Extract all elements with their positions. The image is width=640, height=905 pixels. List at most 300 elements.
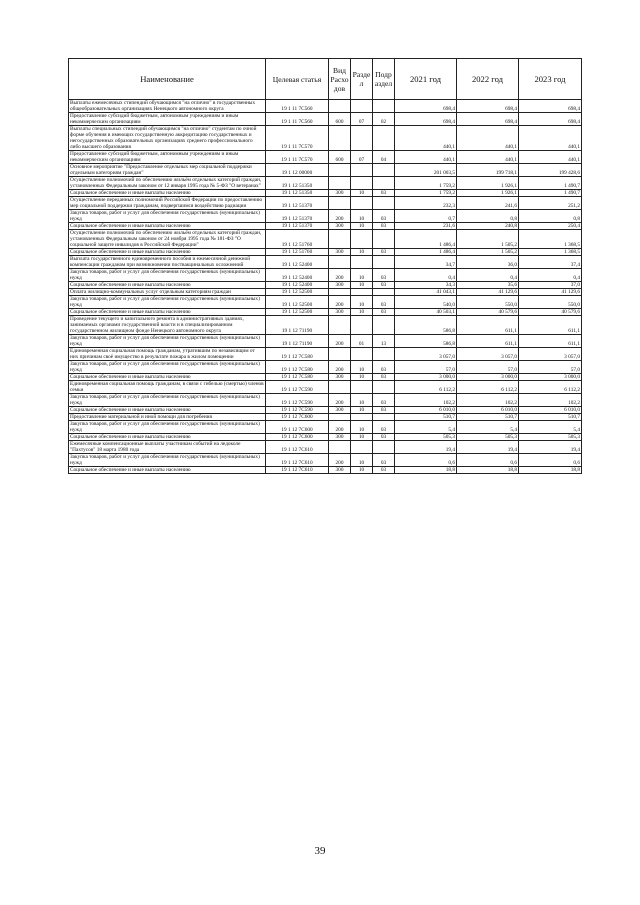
row-value-2022: 57,0 <box>457 361 519 374</box>
row-section: 07 <box>351 151 373 164</box>
row-name: Социальное обеспечение и иные выплаты населению <box>69 467 266 474</box>
row-section <box>351 381 373 394</box>
row-value-2023: 611,1 <box>519 316 582 335</box>
row-section <box>351 164 373 177</box>
row-value-2023: 6 010,0 <box>519 407 582 414</box>
row-value-2023: 0,6 <box>519 454 582 467</box>
row-name: Закупка товаров, работ и услуг для обеспечения государственных (муниципальных) нужд <box>69 210 266 223</box>
table-row <box>69 414 582 421</box>
row-value-2021: 201 003,5 <box>395 164 457 177</box>
row-name: Социальное обеспечение и иные выплаты населению <box>69 407 266 414</box>
row-section: 10 <box>351 454 373 467</box>
row-expense-type: 600 <box>329 151 351 164</box>
row-value-2023: 250,4 <box>519 223 582 230</box>
header-2022: 2022 год <box>457 59 519 100</box>
row-value-2021: 19,4 <box>395 441 457 454</box>
row-section: 10 <box>351 434 373 441</box>
row-expense-type <box>329 100 351 113</box>
table-row <box>69 210 582 223</box>
row-name: Проведение текущего и капитального ремонта в административных зданиях, занимаемых органами государственной власти и в специализированном государственном жилищном фонде Ненецкого автономного округа <box>69 316 266 335</box>
row-value-2021: 0,7 <box>395 210 457 223</box>
row-value-2023: 102,2 <box>519 394 582 407</box>
row-value-2023: 0,8 <box>519 210 582 223</box>
row-value-2023: 1 490,7 <box>519 190 582 197</box>
row-name: Предоставление материальной и иной помощи для погребения <box>69 414 266 421</box>
row-value-2022: 199 718,1 <box>457 164 519 177</box>
row-value-2021: 1 486,4 <box>395 230 457 249</box>
row-value-2023: 251,2 <box>519 197 582 210</box>
row-value-2021: 0,6 <box>395 454 457 467</box>
row-expense-type <box>329 126 351 151</box>
row-value-2021: 6 010,0 <box>395 407 457 414</box>
row-subsection: 03 <box>373 361 395 374</box>
row-value-2021: 41 043,1 <box>395 289 457 296</box>
row-value-2022: 440,1 <box>457 151 519 164</box>
row-target-article: 19 1 12 7С580 <box>266 348 329 361</box>
table-header-row <box>69 59 582 100</box>
row-section: 10 <box>351 282 373 289</box>
row-value-2021: 510,7 <box>395 414 457 421</box>
row-target-article: 19 1 12 7С580 <box>266 374 329 381</box>
row-value-2022: 6 010,0 <box>457 407 519 414</box>
row-value-2023: 550,0 <box>519 296 582 309</box>
row-value-2023: 19,4 <box>519 441 582 454</box>
table-row <box>69 361 582 374</box>
row-target-article: 19 1 12 7С610 <box>266 467 329 474</box>
row-value-2022: 611,1 <box>457 335 519 348</box>
row-target-article: 19 1 12 51350 <box>266 190 329 197</box>
row-value-2021: 0,4 <box>395 269 457 282</box>
row-name: Закупка товаров, работ и услуг для обеспечения государственных (муниципальных) нужд <box>69 361 266 374</box>
row-name: Социальное обеспечение и иные выплаты населению <box>69 434 266 441</box>
row-expense-type: 200 <box>329 335 351 348</box>
row-value-2023: 698,4 <box>519 100 582 113</box>
row-value-2023: 199 428,6 <box>519 164 582 177</box>
row-value-2023: 440,1 <box>519 126 582 151</box>
row-section: 10 <box>351 407 373 414</box>
row-section: 10 <box>351 249 373 256</box>
row-value-2021: 540,0 <box>395 296 457 309</box>
row-target-article: 19 1 12 51370 <box>266 197 329 210</box>
table-row <box>69 394 582 407</box>
row-name: Социальное обеспечение и иные выплаты населению <box>69 223 266 230</box>
row-value-2021: 6 112,2 <box>395 381 457 394</box>
row-value-2021: 698,4 <box>395 113 457 126</box>
row-name: Социальное обеспечение и иные выплаты населению <box>69 374 266 381</box>
header-subsection: Подр аздел <box>373 59 395 100</box>
row-target-article: 19 1 12 51760 <box>266 249 329 256</box>
row-value-2023: 41 129,6 <box>519 289 582 296</box>
row-value-2023: 510,7 <box>519 414 582 421</box>
row-subsection: 03 <box>373 309 395 316</box>
row-section <box>351 414 373 421</box>
row-section: 10 <box>351 361 373 374</box>
header-section: Разде л <box>351 59 373 100</box>
table-row <box>69 197 582 210</box>
table-row <box>69 126 582 151</box>
row-section <box>351 441 373 454</box>
row-subsection <box>373 197 395 210</box>
row-target-article: 19 1 12 7С610 <box>266 441 329 454</box>
row-expense-type: 200 <box>329 269 351 282</box>
row-target-article: 19 1 12 52500 <box>266 289 329 296</box>
row-value-2022: 6 112,2 <box>457 381 519 394</box>
header-expense: Вид Расхо дов <box>329 59 351 100</box>
row-name: Закупка товаров, работ и услуг для обеспечения государственных (муниципальных) нужд <box>69 296 266 309</box>
row-value-2022: 102,2 <box>457 394 519 407</box>
row-subsection <box>373 164 395 177</box>
row-subsection <box>373 381 395 394</box>
row-expense-type <box>329 197 351 210</box>
row-value-2022: 240,8 <box>457 223 519 230</box>
row-subsection <box>373 177 395 190</box>
row-value-2023: 505,3 <box>519 434 582 441</box>
table-row <box>69 381 582 394</box>
row-target-article: 19 1 12 51350 <box>266 177 329 190</box>
row-section: 01 <box>351 335 373 348</box>
table-row <box>69 309 582 316</box>
row-value-2022: 1 926,1 <box>457 177 519 190</box>
row-value-2023: 0,4 <box>519 269 582 282</box>
row-value-2022: 550,0 <box>457 296 519 309</box>
row-section <box>351 348 373 361</box>
row-value-2023: 440,1 <box>519 151 582 164</box>
row-expense-type <box>329 348 351 361</box>
row-subsection: 03 <box>373 421 395 434</box>
row-expense-type: 200 <box>329 361 351 374</box>
table-row <box>69 454 582 467</box>
row-value-2022: 18,8 <box>457 467 519 474</box>
row-value-2023: 5,4 <box>519 421 582 434</box>
row-section: 10 <box>351 210 373 223</box>
table-row <box>69 348 582 361</box>
row-value-2022: 1 926,1 <box>457 190 519 197</box>
row-value-2022: 510,7 <box>457 414 519 421</box>
row-name: Закупка товаров, работ и услуг для обеспечения государственных (муниципальных) нужд <box>69 421 266 434</box>
row-name: Основное мероприятие "Предоставление отдельных мер социальной поддержки отдельным категориям граждан" <box>69 164 266 177</box>
row-expense-type: 200 <box>329 421 351 434</box>
row-section: 10 <box>351 223 373 230</box>
row-value-2022: 40 579,6 <box>457 309 519 316</box>
row-section: 10 <box>351 421 373 434</box>
row-section: 10 <box>351 296 373 309</box>
table-row <box>69 100 582 113</box>
row-value-2021: 18,8 <box>395 467 457 474</box>
table-row <box>69 223 582 230</box>
row-expense-type <box>329 316 351 335</box>
row-target-article: 19 1 12 7С600 <box>266 414 329 421</box>
row-name: Закупка товаров, работ и услуг для обеспечения государственных (муниципальных) нужд <box>69 335 266 348</box>
row-name: Выплата государственного единовременного пособия и ежемесячной денежной компенсации гражданам при возникновении поствакцинальных осложнений <box>69 256 266 269</box>
row-target-article: 19 1 12 51370 <box>266 223 329 230</box>
row-target-article: 19 1 12 52400 <box>266 256 329 269</box>
row-expense-type: 300 <box>329 190 351 197</box>
row-expense-type: 200 <box>329 454 351 467</box>
table-row <box>69 407 582 414</box>
row-target-article: 19 1 12 7С580 <box>266 361 329 374</box>
row-section <box>351 100 373 113</box>
row-subsection: 03 <box>373 434 395 441</box>
row-expense-type <box>329 289 351 296</box>
header-target: Целевая статья <box>266 59 329 100</box>
row-section <box>351 230 373 249</box>
table-row <box>69 177 582 190</box>
row-value-2021: 1 759,2 <box>395 190 457 197</box>
row-section <box>351 197 373 210</box>
row-value-2022: 611,1 <box>457 316 519 335</box>
row-value-2023: 1 490,7 <box>519 177 582 190</box>
row-target-article: 19 1 11 7С570 <box>266 151 329 164</box>
table-row <box>69 282 582 289</box>
page-number: 39 <box>314 845 326 857</box>
row-target-article: 19 1 12 52400 <box>266 282 329 289</box>
row-value-2023: 37,4 <box>519 256 582 269</box>
row-subsection: 03 <box>373 210 395 223</box>
row-name: Закупка товаров, работ и услуг для обеспечения государственных (муниципальных) нужд <box>69 269 266 282</box>
table-row <box>69 316 582 335</box>
row-name: Закупка товаров, работ и услуг для обеспечения государственных (муниципальных) нужд <box>69 394 266 407</box>
row-name: Ежемесячные компенсационные выплаты участникам событий на ледоколе "Пахтусов" 18 марта 1980 года <box>69 441 266 454</box>
table-row <box>69 441 582 454</box>
row-subsection: 03 <box>373 190 395 197</box>
row-target-article: 19 1 12 52500 <box>266 296 329 309</box>
table-row <box>69 230 582 249</box>
table-row <box>69 296 582 309</box>
row-subsection: 03 <box>373 269 395 282</box>
row-name: Закупка товаров, работ и услуг для обеспечения государственных (муниципальных) нужд <box>69 454 266 467</box>
row-value-2023: 1 368,5 <box>519 249 582 256</box>
row-value-2023: 611,1 <box>519 335 582 348</box>
row-subsection <box>373 126 395 151</box>
row-target-article: 19 1 12 52400 <box>266 269 329 282</box>
row-subsection <box>373 256 395 269</box>
row-expense-type <box>329 414 351 421</box>
row-expense-type <box>329 256 351 269</box>
row-name: Социальное обеспечение и иные выплаты населению <box>69 282 266 289</box>
row-value-2022: 3 000,0 <box>457 374 519 381</box>
table-row <box>69 190 582 197</box>
row-target-article: 19 1 12 7С590 <box>266 394 329 407</box>
row-target-article: 19 1 12 52500 <box>266 309 329 316</box>
row-subsection: 03 <box>373 394 395 407</box>
row-expense-type: 300 <box>329 374 351 381</box>
row-value-2021: 231,6 <box>395 223 457 230</box>
row-value-2021: 57,0 <box>395 361 457 374</box>
table-row <box>69 335 582 348</box>
row-expense-type <box>329 381 351 394</box>
row-subsection <box>373 230 395 249</box>
row-target-article: 19 1 11 7С570 <box>266 126 329 151</box>
header-name: Наименование <box>69 59 266 100</box>
row-section <box>351 289 373 296</box>
row-subsection <box>373 441 395 454</box>
row-expense-type: 300 <box>329 282 351 289</box>
budget-table <box>68 58 582 474</box>
row-subsection: 13 <box>373 335 395 348</box>
row-section: 10 <box>351 190 373 197</box>
row-target-article: 19 1 12 7С600 <box>266 434 329 441</box>
row-name: Единовременная социальная помощь гражданам, в связи с гибелью (смертью) членов семьи <box>70 381 264 393</box>
table-row <box>69 113 582 126</box>
row-section <box>351 316 373 335</box>
row-value-2022: 41 129,6 <box>457 289 519 296</box>
row-target-article: 19 1 12 7С590 <box>266 381 329 394</box>
row-expense-type: 200 <box>329 394 351 407</box>
row-subsection <box>373 100 395 113</box>
row-expense-type: 300 <box>329 309 351 316</box>
table-row <box>69 249 582 256</box>
row-value-2022: 19,4 <box>457 441 519 454</box>
row-section: 10 <box>351 269 373 282</box>
row-subsection: 03 <box>373 249 395 256</box>
row-subsection: 02 <box>373 113 395 126</box>
row-value-2023: 57,0 <box>519 361 582 374</box>
row-subsection: 04 <box>373 151 395 164</box>
row-expense-type: 300 <box>329 249 351 256</box>
row-value-2021: 440,1 <box>395 151 457 164</box>
row-value-2021: 1 759,2 <box>395 177 457 190</box>
row-subsection <box>373 316 395 335</box>
row-subsection <box>373 289 395 296</box>
row-value-2022: 0,6 <box>457 454 519 467</box>
row-expense-type <box>329 177 351 190</box>
row-value-2021: 586,8 <box>395 335 457 348</box>
row-value-2023: 18,8 <box>519 467 582 474</box>
row-value-2022: 3 057,0 <box>457 348 519 361</box>
row-subsection <box>373 348 395 361</box>
row-value-2021: 34,7 <box>395 256 457 269</box>
row-value-2023: 698,4 <box>519 113 582 126</box>
row-value-2022: 698,4 <box>457 100 519 113</box>
header-2023: 2023 год <box>519 59 582 100</box>
row-name: Осуществление переданных полномочий Российской Федерации по предоставлению мер социальной поддержки гражданам, подвергшимся воздействию радиации <box>69 197 266 210</box>
row-name: Выплаты ежемесячных стипендий обучающимся "на отлично" в государственных общеобразовательных организациях Ненецкого автономного округа <box>69 100 266 113</box>
row-value-2022: 35,6 <box>457 282 519 289</box>
row-value-2022: 505,3 <box>457 434 519 441</box>
row-value-2021: 440,1 <box>395 126 457 151</box>
row-target-article: 19 1 12 71190 <box>266 335 329 348</box>
row-name: Единовременная социальная помощь гражданам, утратившим по независящим от них причинам своё имущество в результате пожара в жилом помещении <box>69 348 266 361</box>
row-expense-type: 300 <box>329 223 351 230</box>
row-value-2022: 440,1 <box>457 126 519 151</box>
row-value-2022: 1 505,2 <box>457 230 519 249</box>
row-section <box>351 126 373 151</box>
row-expense-type: 200 <box>329 296 351 309</box>
row-subsection <box>373 414 395 421</box>
table-row <box>69 256 582 269</box>
row-expense-type <box>329 230 351 249</box>
row-value-2022: 36,0 <box>457 256 519 269</box>
row-value-2023: 3 057,0 <box>519 348 582 361</box>
table-row <box>69 289 582 296</box>
row-target-article: 19 1 12 00000 <box>266 164 329 177</box>
row-section: 10 <box>351 394 373 407</box>
row-target-article: 19 1 11 7С560 <box>266 113 329 126</box>
row-value-2023: 3 000,0 <box>519 374 582 381</box>
row-value-2022: 0,8 <box>457 210 519 223</box>
row-expense-type <box>329 164 351 177</box>
row-subsection: 03 <box>373 282 395 289</box>
row-value-2021: 232,3 <box>395 197 457 210</box>
table-row <box>69 164 582 177</box>
row-name: Социальное обеспечение и иные выплаты населению <box>69 309 266 316</box>
row-value-2021: 5,4 <box>395 421 457 434</box>
row-name: Социальное обеспечение и иные выплаты населению <box>69 249 266 256</box>
row-value-2022: 0,4 <box>457 269 519 282</box>
table-row <box>69 434 582 441</box>
row-value-2021: 586,8 <box>395 316 457 335</box>
row-value-2023: 1 368,5 <box>519 230 582 249</box>
row-name: Выплаты специальных стипендий обучающимся "на отлично" студентам по очной форме обучения в имеющих государственную аккредитацию государственных и негосударственных образовательных организациях среднего профессионального либо высшего образования <box>69 126 266 151</box>
row-value-2021: 34,3 <box>395 282 457 289</box>
row-value-2021: 1 486,4 <box>395 249 457 256</box>
header-2021: 2021 год <box>395 59 457 100</box>
row-value-2023: 6 112,2 <box>519 381 582 394</box>
row-target-article: 19 1 12 71190 <box>266 316 329 335</box>
row-name: Осуществление полномочий по обеспечению жильём отдельных категорий граждан, установленных Федеральным законом от 24 ноября 1995 года № 181-ФЗ "О социальной защите инвалидов в Российской Федерации" <box>69 230 266 249</box>
table-row <box>69 374 582 381</box>
row-value-2022: 698,4 <box>457 113 519 126</box>
row-subsection: 03 <box>373 374 395 381</box>
row-name: Социальное обеспечение и иные выплаты населению <box>69 190 266 197</box>
row-name: Предоставление субсидий бюджетным, автономным учреждениям и иным некоммерческим организациям <box>69 113 266 126</box>
row-value-2021: 3 000,0 <box>395 374 457 381</box>
row-value-2021: 102,2 <box>395 394 457 407</box>
row-target-article: 19 1 12 7С610 <box>266 454 329 467</box>
row-subsection: 03 <box>373 454 395 467</box>
row-target-article: 19 1 12 7С600 <box>266 421 329 434</box>
row-target-article: 19 1 12 7С590 <box>266 407 329 414</box>
row-subsection: 03 <box>373 223 395 230</box>
row-value-2021: 505,3 <box>395 434 457 441</box>
row-section: 10 <box>351 309 373 316</box>
row-value-2022: 5,4 <box>457 421 519 434</box>
table-row <box>69 467 582 474</box>
row-name: Предоставление субсидий бюджетным, автономным учреждениям и иным некоммерческим организациям <box>69 151 266 164</box>
row-value-2023: 37,0 <box>519 282 582 289</box>
row-expense-type: 300 <box>329 467 351 474</box>
table-row <box>69 421 582 434</box>
row-name: Оплата жилищно-коммунальных услуг отдельным категориям граждан <box>69 289 266 296</box>
row-value-2022: 241,6 <box>457 197 519 210</box>
row-target-article: 19 1 11 7С560 <box>266 100 329 113</box>
row-subsection: 03 <box>373 407 395 414</box>
row-target-article: 19 1 12 51760 <box>266 230 329 249</box>
row-value-2021: 40 503,1 <box>395 309 457 316</box>
row-target-article: 19 1 12 51370 <box>266 210 329 223</box>
row-expense-type: 200 <box>329 210 351 223</box>
row-section: 10 <box>351 467 373 474</box>
row-name: Осуществление полномочий по обеспечению жильём отдельных категорий граждан, установленных Федеральным законом от 12 января 1995 года № 5-ФЗ "О ветеранах" <box>69 177 266 190</box>
table-row <box>69 151 582 164</box>
table-row <box>69 269 582 282</box>
row-subsection: 03 <box>373 467 395 474</box>
row-value-2023: 40 579,6 <box>519 309 582 316</box>
row-expense-type <box>329 441 351 454</box>
row-section <box>351 256 373 269</box>
row-section: 07 <box>351 113 373 126</box>
row-value-2022: 1 505,2 <box>457 249 519 256</box>
row-section: 10 <box>351 374 373 381</box>
row-subsection: 03 <box>373 296 395 309</box>
row-value-2021: 3 057,0 <box>395 348 457 361</box>
row-expense-type: 600 <box>329 113 351 126</box>
row-value-2021: 698,4 <box>395 100 457 113</box>
row-expense-type: 300 <box>329 434 351 441</box>
row-section <box>351 177 373 190</box>
row-expense-type: 300 <box>329 407 351 414</box>
table-body <box>69 100 582 474</box>
